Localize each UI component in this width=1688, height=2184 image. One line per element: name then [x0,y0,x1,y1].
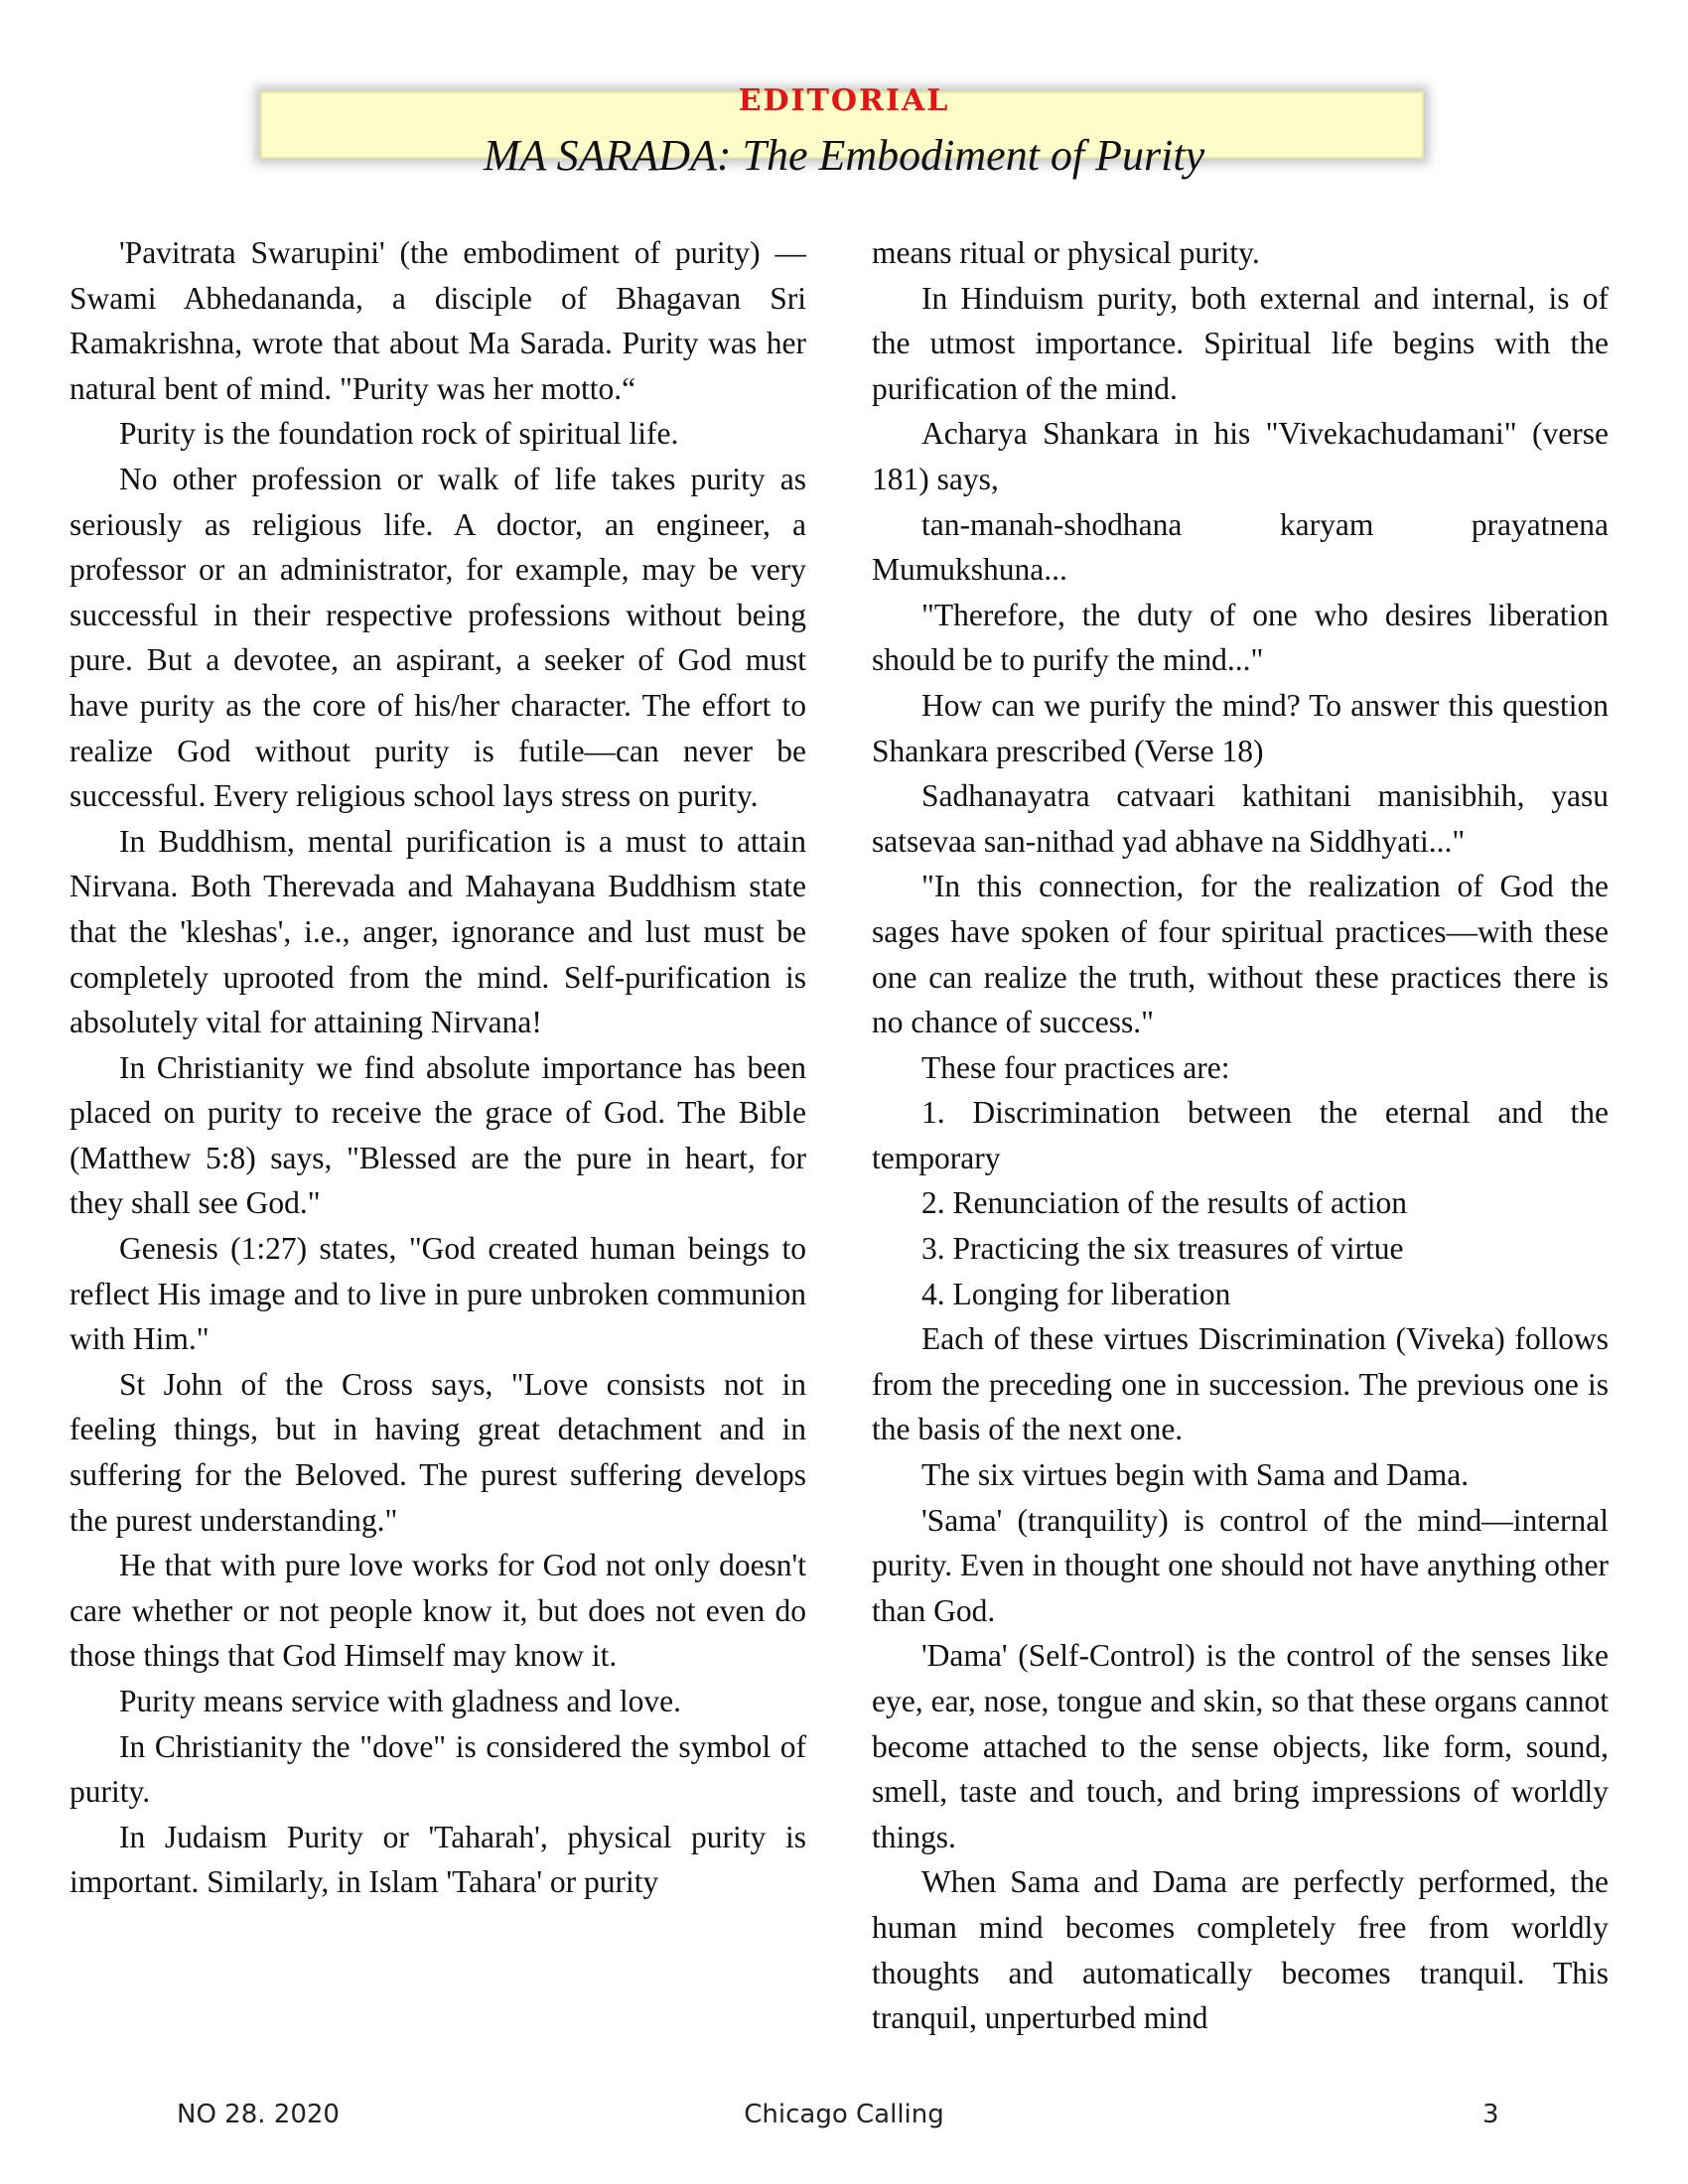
paragraph: Sadhanayatra catvaari kathitani manisibhih, yasu satsevaa san-nithad yad abhave na Siddhyati..." [872,778,1609,859]
right-column [872,230,1609,2041]
section-label: EDITORIAL [738,83,950,118]
paragraph: 'Pavitrata Swarupini' (the embodiment of purity) — Swami Abhedananda, a disciple of Bhagavan Sri Ramakrishna, wrote that about Ma Sarada. Purity was her natural bent of mind. "Purity was her motto.“ [70,235,806,406]
paragraph: Genesis (1:27) states, "God created human beings to reflect His image and to live in pure unbroken communion with Him." [70,1231,806,1357]
paragraph: St John of the Cross says, "Love consists not in feeling things, but in having great detachment and in suffering for the Beloved. The purest suffering develops the purest understanding." [70,1366,806,1538]
paragraph: In Hinduism purity, both external and internal, is of the utmost importance. Spiritual life begins with the purification of the mind. [872,280,1609,406]
paragraph: In Christianity the "dove" is considered the symbol of purity. [70,1728,806,1810]
left-column [70,230,806,1905]
list-item: 2. Renunciation of the results of action [921,1185,1408,1221]
paragraph: tan-manah-shodhana karyam prayatnena Mumukshuna... [872,506,1609,588]
paragraph: Each of these virtues Discrimination (Viveka) follows from the preceding one in succession. The previous one is the basis of the next one. [872,1321,1609,1447]
paragraph: He that with pure love works for God not only doesn't care whether or not people know it, but does not even do those things that God Himself may know it. [70,1548,806,1674]
list-item: 1. Discrimination between the eternal and the temporary [872,1095,1609,1175]
paragraph: 'Dama' (Self-Control) is the control of the senses like eye, ear, nose, tongue and skin, so that these organs cannot become attached to the sense objects, like form, sound, smell, taste and touch, and bring impressions of worldly things. [872,1638,1609,1854]
footer-issue: NO 28. 2020 [177,2100,340,2129]
paragraph: In Buddhism, mental purification is a must to attain Nirvana. Both Therevada and Mahayana Buddhism state that the 'kleshas', i.e., anger, ignorance and lust must be completely uprooted from the mind. Self-purification is absolutely vital for attaining Nirvana! [70,823,806,1040]
paragraph: "Therefore, the duty of one who desires liberation should be to purify the mind..." [872,597,1609,678]
paragraph: In Christianity we find absolute importance has been placed on purity to receive the grace of God. The Bible (Matthew 5:8) says, "Blessed are the pure in heart, for they shall see God." [70,1049,806,1221]
paragraph: Purity is the foundation rock of spiritual life. [119,416,679,452]
paragraph: 'Sama' (tranquility) is control of the mind—internal purity. Even in thought one should not have anything other than God. [872,1502,1609,1628]
footer-publication: Chicago Calling [744,2100,944,2129]
article-title: MA SARADA: The Embodiment of Purity [483,131,1205,180]
paragraph: No other profession or walk of life takes purity as seriously as religious life. A doctor, an engineer, a professor or an administrator, for example, may be very successful in their respective professions without being pure. But a devotee, an aspirant, a seeker of God must have purity as the core of his/her character. The effort to realize God without purity is futile—can never be successful. Every religious school lays stress on purity. [70,461,806,814]
paragraph: The six virtues begin with Sama and Dama. [921,1457,1470,1493]
paragraph: Purity means service with gladness and love. [119,1684,682,1718]
paragraph: These four practices are: [921,1049,1230,1085]
paragraph: In Judaism Purity or 'Taharah', physical purity is important. Similarly, in Islam 'Tahara' or purity [70,1819,806,1900]
paragraph: How can we purify the mind? To answer this question Shankara prescribed (Verse 18) [872,687,1609,768]
paragraph: "In this connection, for the realization of God the sages have spoken of four spiritual practices—with these one can realize the truth, without these practices there is no chance of success." [872,869,1609,1040]
list-item: 3. Practicing the six treasures of virtue [921,1231,1404,1267]
list-item: 4. Longing for liberation [921,1276,1231,1311]
paragraph: means ritual or physical purity. [872,235,1260,270]
paragraph: When Sama and Dama are perfectly performed, the human mind becomes completely free from worldly thoughts and automatically becomes tranquil. This tranquil, unperturbed mind [872,1864,1609,2036]
paragraph: Acharya Shankara in his "Vivekachudamani" (verse 181) says, [872,416,1609,496]
page-number: 3 [1482,2100,1499,2129]
